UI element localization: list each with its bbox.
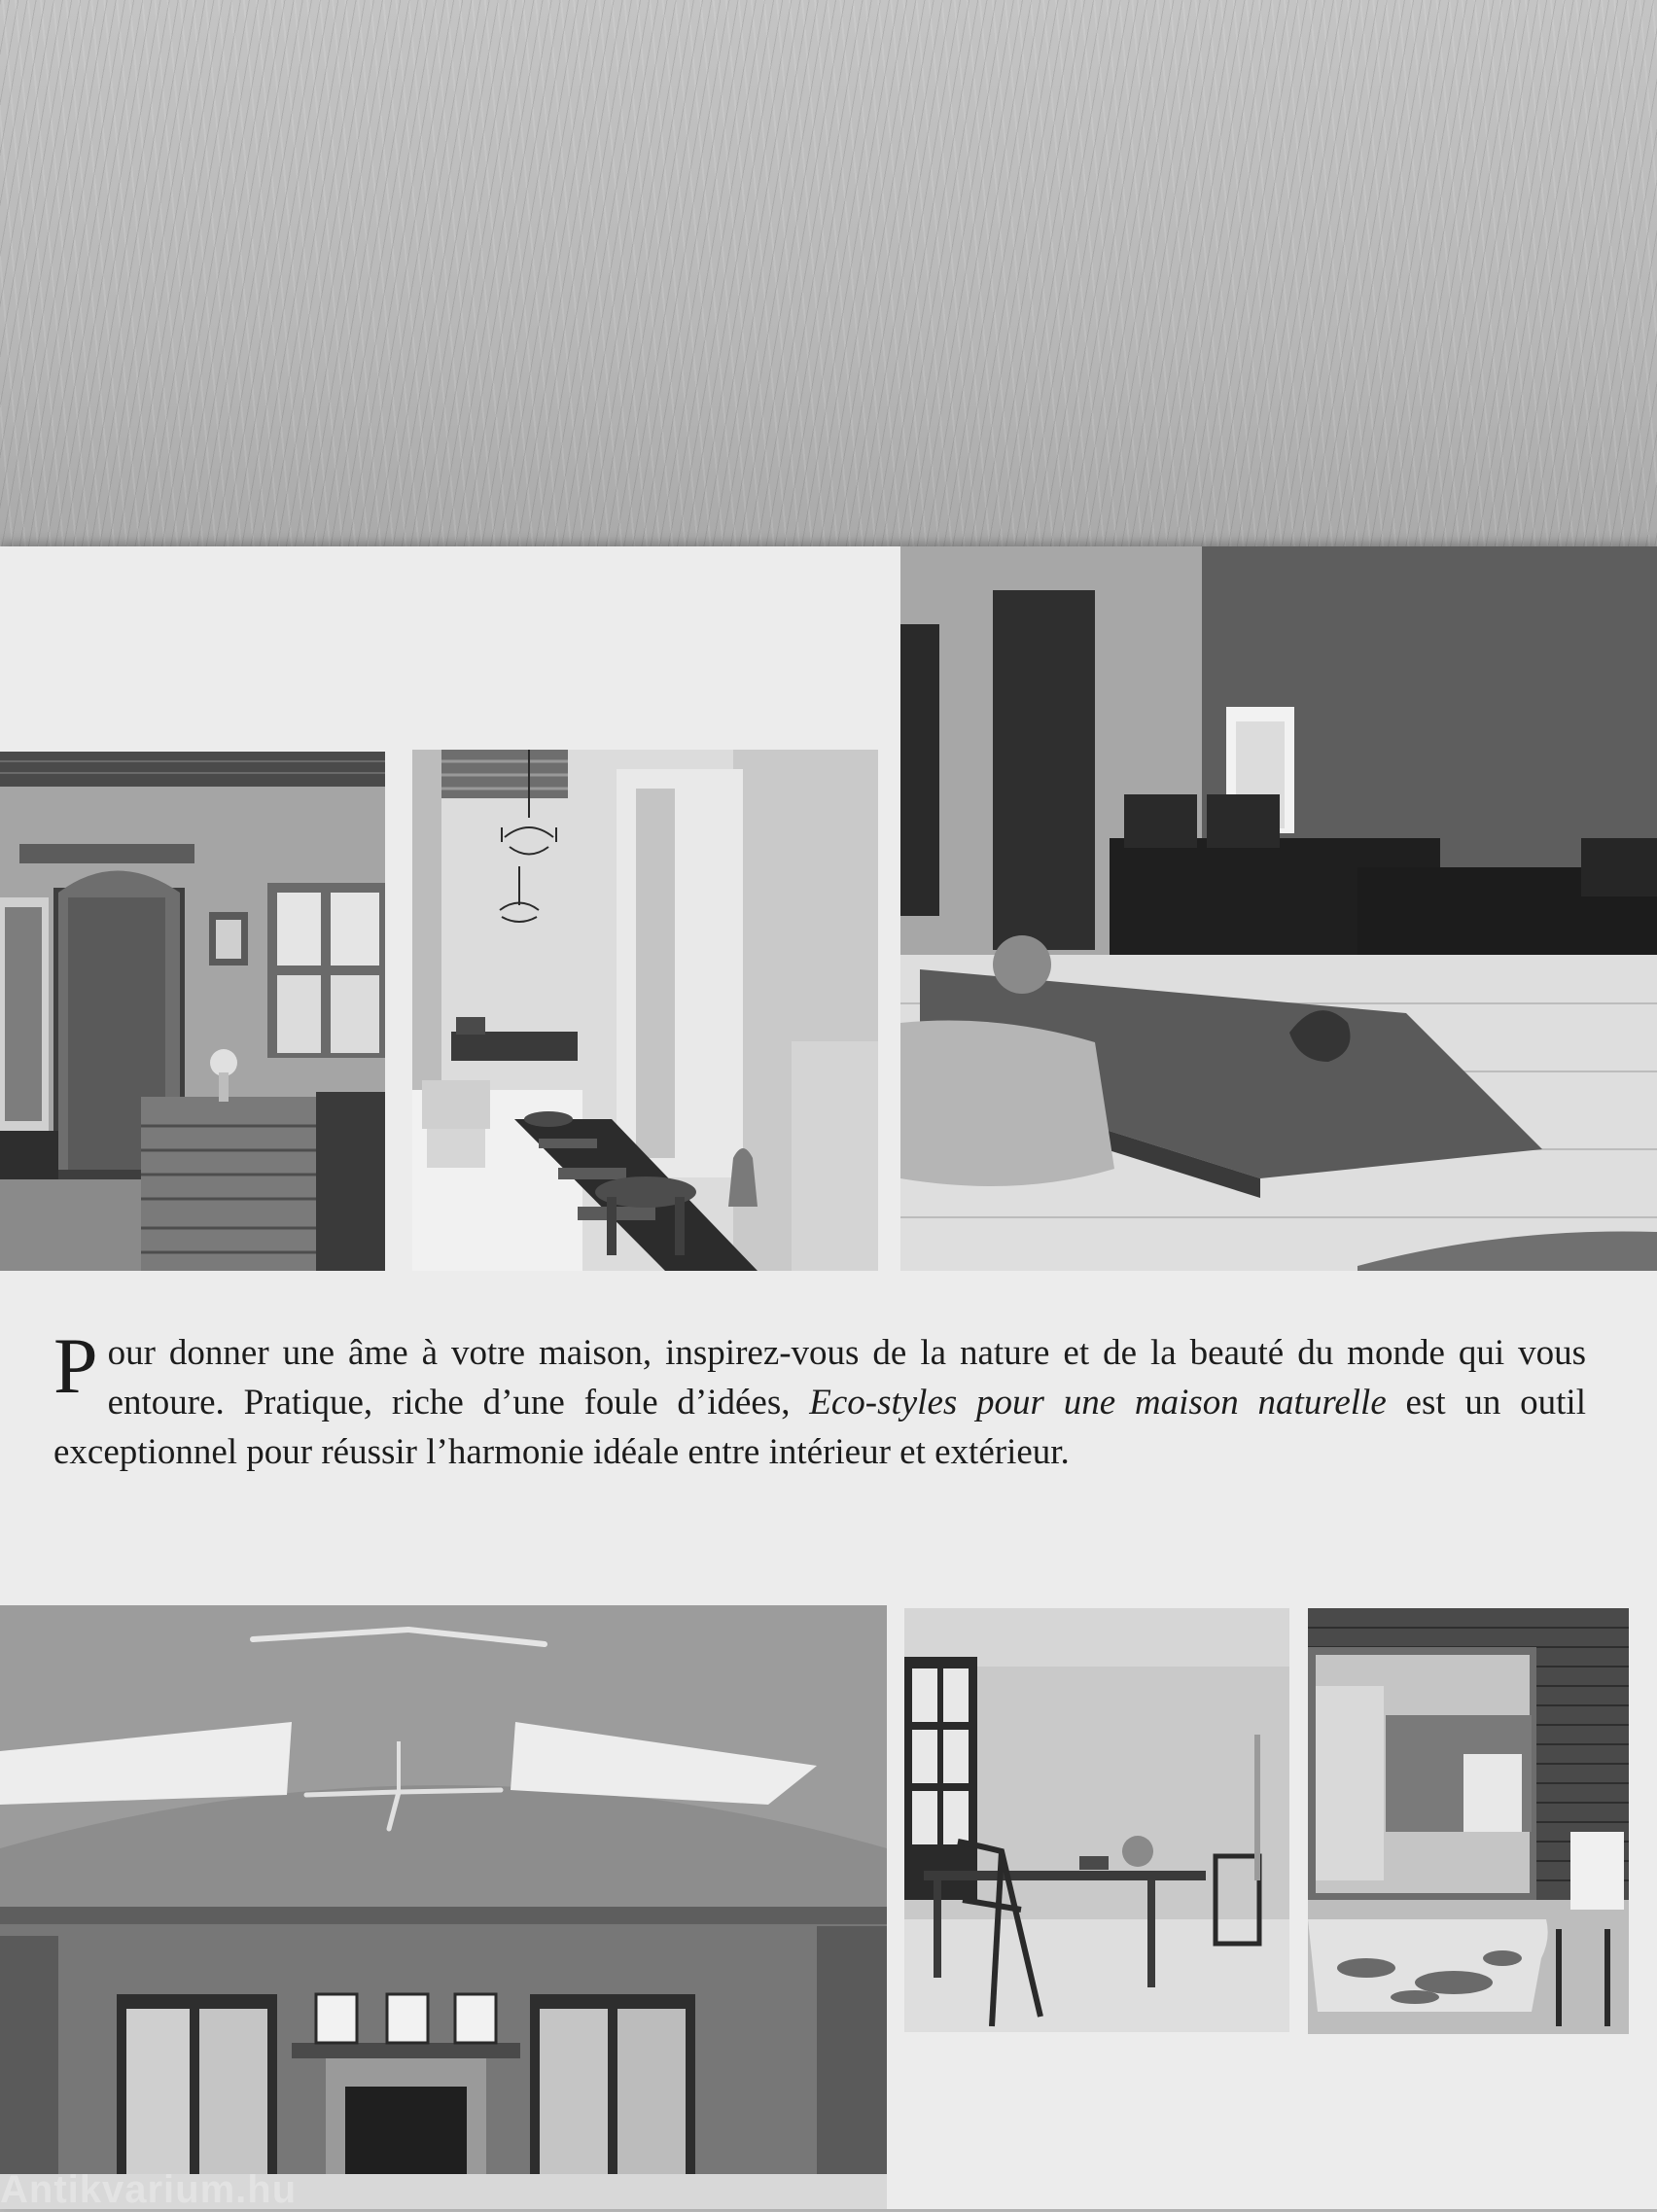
- book-back-cover: [0, 546, 1657, 2209]
- table-surface-background: [0, 0, 1657, 559]
- watermark-text: Antikvarium.hu: [0, 2168, 298, 2211]
- back-cover-blurb: [53, 1321, 1586, 1477]
- photo-brick-wall-bathtub-mirror: [1308, 1608, 1629, 2034]
- book-title-italic: Eco-styles pour une maison naturelle: [809, 1383, 1387, 1422]
- photo-dining-table-chairs: [904, 1608, 1289, 2032]
- photo-white-hallway-chandelier: [412, 750, 878, 1271]
- photo-dark-living-room-low-table: [900, 546, 1657, 1271]
- photo-rustic-dining-room: [0, 752, 385, 1271]
- blurb-text-start: our donner une âme à votre maison, inspirez-vous de la nature et de la beauté du monde qui vous entoure. Pratique, riche d’une foule d’idées,: [107, 1333, 1586, 1422]
- blurb-dropcap: P: [53, 1321, 98, 1410]
- blurb-text-end: est un outil exceptionnel pour réussir l’harmonie idéale entre intérieur et extérieur.: [53, 1383, 1586, 1472]
- photo-vaulted-living-room-ceiling-fan: [0, 1605, 887, 2209]
